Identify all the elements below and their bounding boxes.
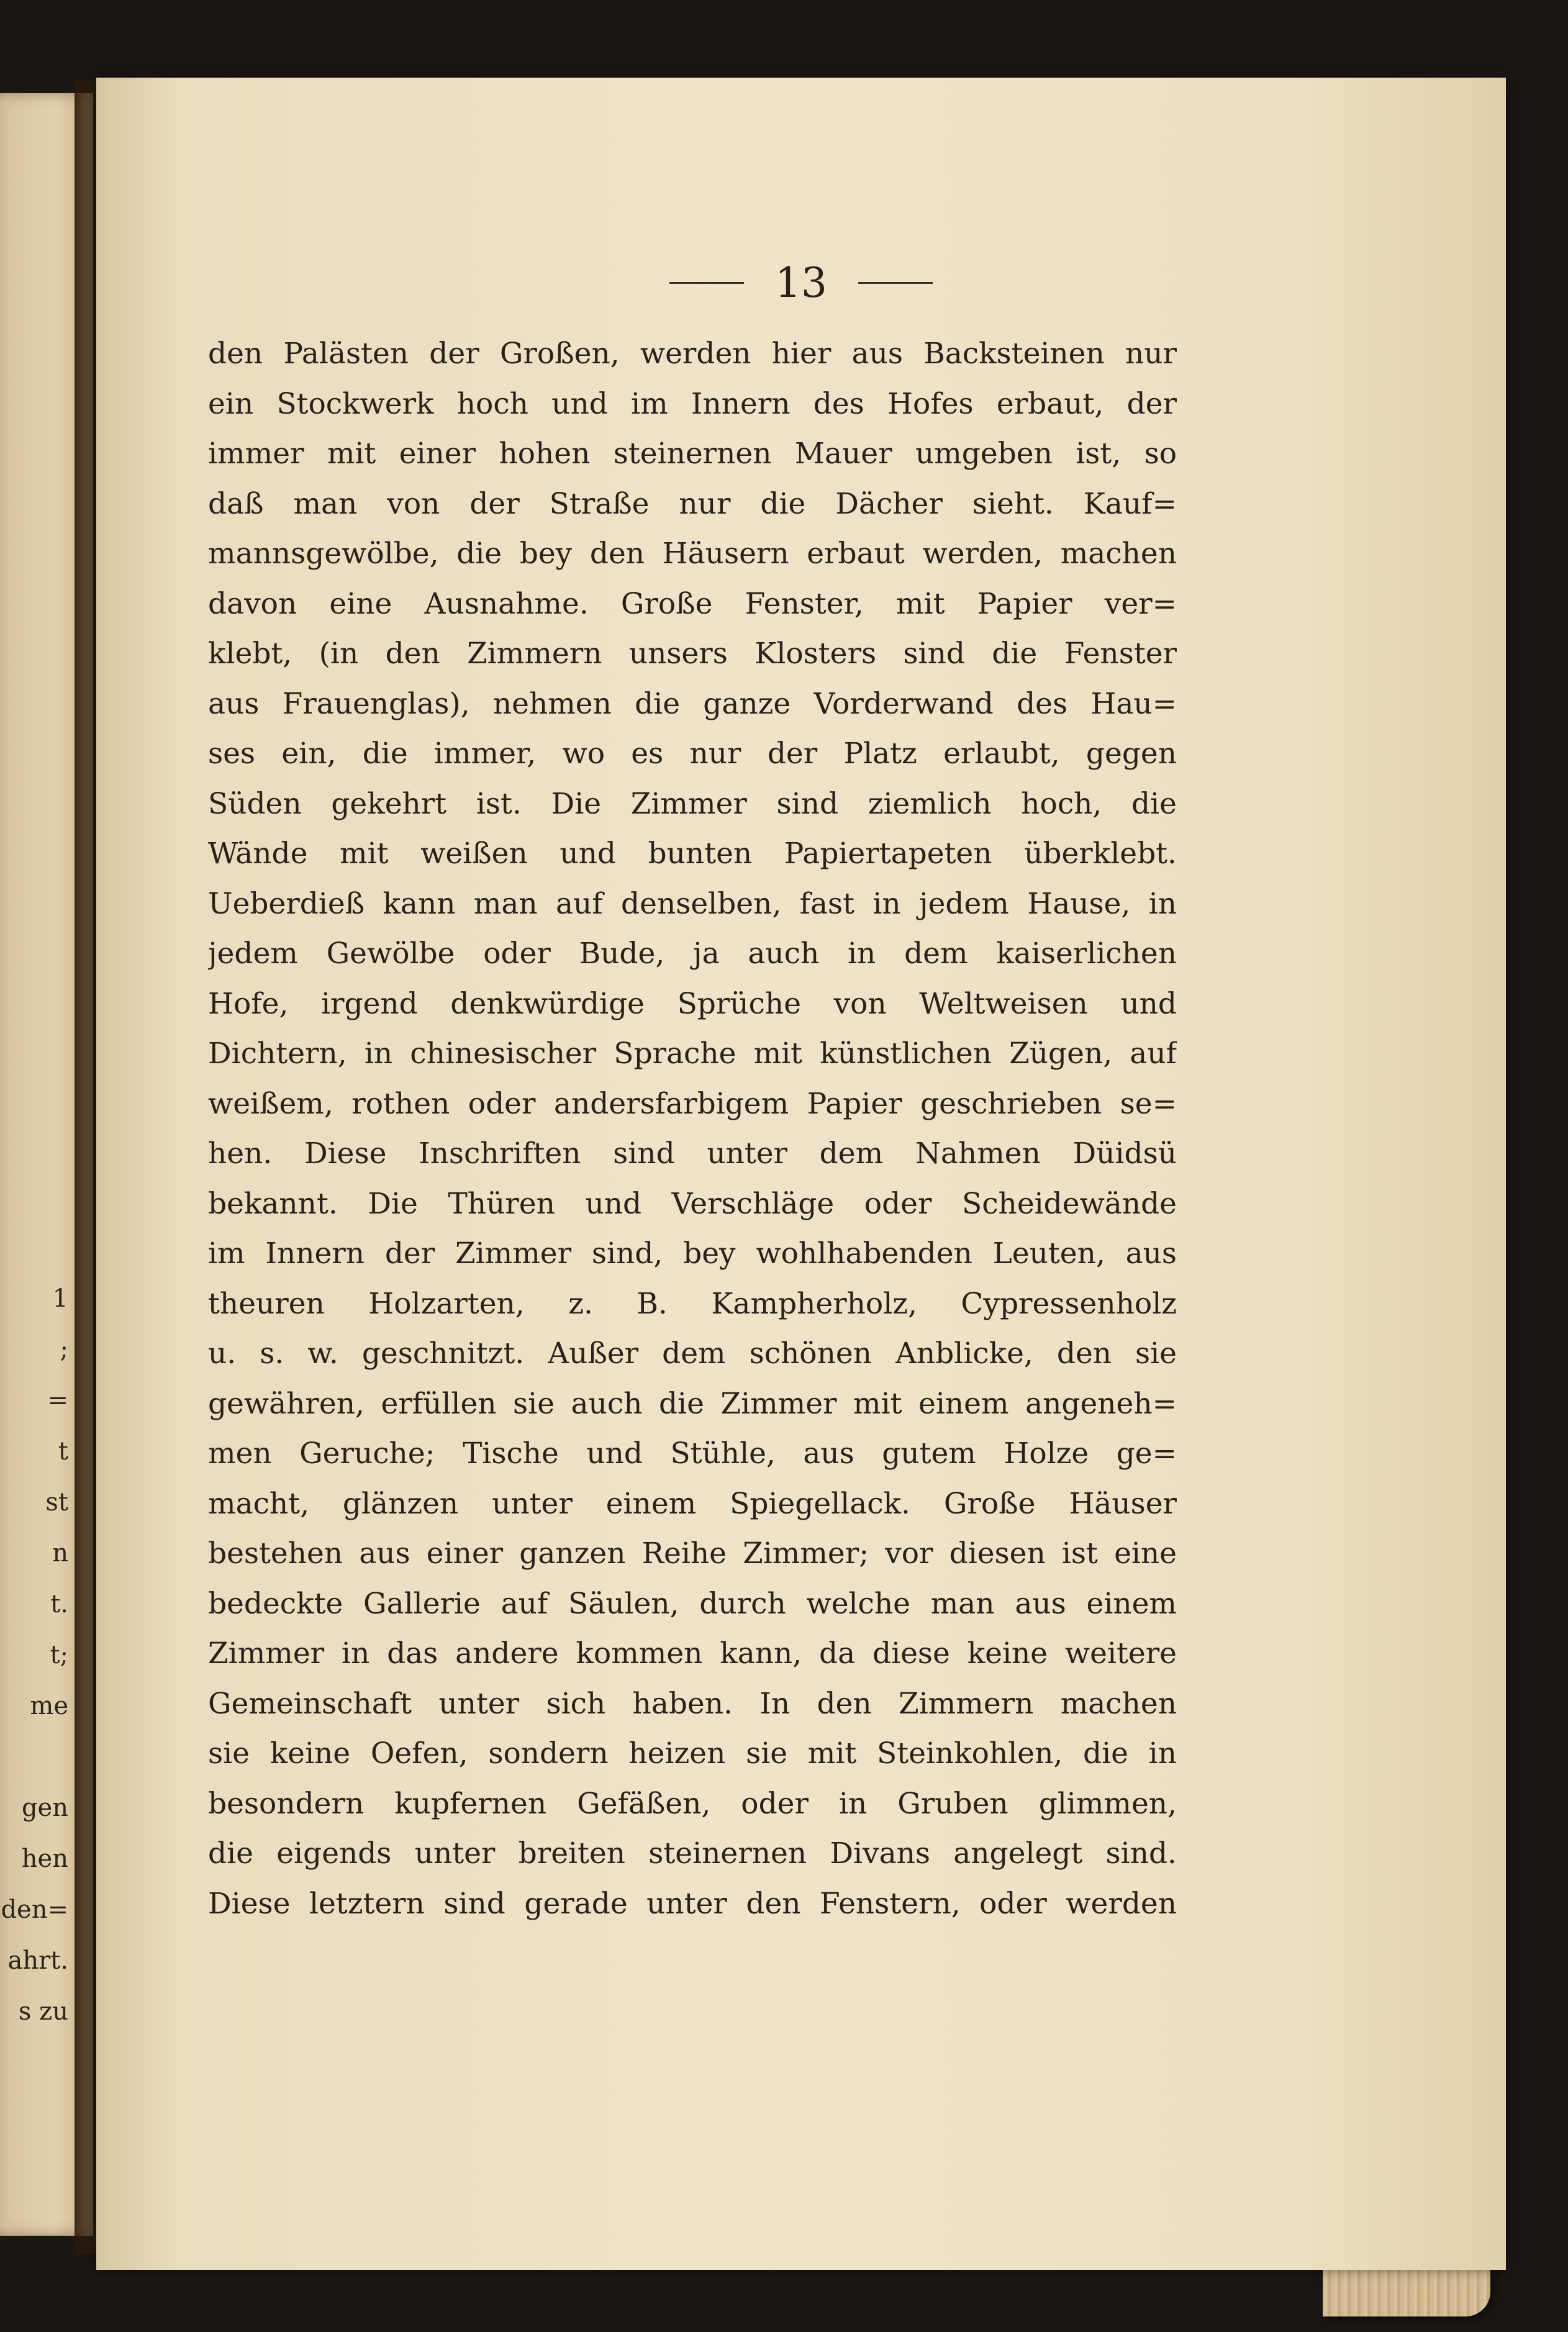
text-line: Dichtern, in chinesischer Sprache mit künstlichen Zügen, auf xyxy=(208,1037,1177,1071)
text-line: Gemeinschaft unter sich haben. In den Zimmern machen xyxy=(208,1686,1177,1721)
facing-line: t xyxy=(58,1437,68,1466)
header-rule-right xyxy=(858,282,933,284)
text-line: theuren Holzarten, z. B. Kampherholz, Cypressenholz xyxy=(208,1286,1177,1321)
page-header xyxy=(96,248,1506,317)
page-body-text xyxy=(208,329,1177,1929)
facing-line: gen xyxy=(21,1794,68,1822)
facing-line: den= xyxy=(1,1895,68,1924)
text-line: bestehen aus einer ganzen Reihe Zimmer; vor diesen ist eine xyxy=(208,1536,1177,1571)
text-line: Ueberdieß kann man auf denselben, fast in jedem Hause, in xyxy=(208,886,1177,921)
text-line: Zimmer in das andere kommen kann, da diese keine weitere xyxy=(208,1636,1177,1671)
facing-line: hen xyxy=(21,1844,68,1873)
text-line: die eigends unter breiten steinernen Divans angelegt sind. xyxy=(208,1836,1177,1871)
facing-line: t. xyxy=(50,1590,68,1618)
text-line: hen. Diese Inschriften sind unter dem Nahmen Düidsü xyxy=(208,1137,1177,1171)
text-line: ses ein, die immer, wo es nur der Platz erlaubt, gegen xyxy=(208,737,1177,771)
page-number: 13 xyxy=(775,258,827,307)
text-line: besondern kupfernen Gefäßen, oder in Gruben glimmen, xyxy=(208,1786,1177,1821)
text-line: bekannt. Die Thüren und Verschläge oder Scheidewände xyxy=(208,1186,1177,1221)
facing-line: = xyxy=(47,1386,68,1415)
text-line: jedem Gewölbe oder Bude, ja auch in dem kaiserlichen xyxy=(208,937,1177,971)
text-line: Hofe, irgend denkwürdige Sprüche von Weltweisen und xyxy=(208,986,1177,1021)
text-line: mannsgewölbe, die bey den Häusern erbaut werden, machen xyxy=(208,537,1177,571)
text-line: ein Stockwerk hoch und im Innern des Hofes erbaut, der xyxy=(208,386,1177,421)
text-line: gewähren, erfüllen sie auch die Zimmer mit einem angeneh= xyxy=(208,1386,1177,1421)
text-line: davon eine Ausnahme. Große Fenster, mit Papier ver= xyxy=(208,586,1177,621)
text-line: sie keine Oefen, sondern heizen sie mit Steinkohlen, die in xyxy=(208,1736,1177,1771)
facing-line: me xyxy=(30,1692,68,1720)
text-line: daß man von der Straße nur die Dächer sieht. Kauf= xyxy=(208,486,1177,521)
text-line: Wände mit weißen und bunten Papiertapeten überklebt. xyxy=(208,837,1177,871)
facing-line: t; xyxy=(50,1641,68,1669)
facing-line: ; xyxy=(60,1335,68,1364)
text-line: weißem, rothen oder andersfarbigem Papier geschrieben se= xyxy=(208,1086,1177,1121)
facing-line: s zu xyxy=(18,1997,68,2026)
book-page xyxy=(96,78,1506,2270)
header-rule-left xyxy=(669,282,744,284)
text-line: macht, glänzen unter einem Spiegellack. Große Häuser xyxy=(208,1486,1177,1521)
text-line: Diese letztern sind gerade unter den Fenstern, oder werden xyxy=(208,1886,1177,1921)
text-line: aus Frauenglas), nehmen die ganze Vorderwand des Hau= xyxy=(208,686,1177,721)
facing-page-text xyxy=(0,1273,68,2037)
facing-line: n xyxy=(52,1539,68,1568)
text-line: klebt, (in den Zimmern unsers Klosters sind die Fenster xyxy=(208,637,1177,671)
text-line: bedeckte Gallerie auf Säulen, durch welche man aus einem xyxy=(208,1586,1177,1621)
text-line: u. s. w. geschnitzt. Außer dem schönen Anblicke, den sie xyxy=(208,1336,1177,1371)
facing-line xyxy=(0,1731,68,1782)
facing-line: st xyxy=(45,1488,68,1517)
facing-line: ahrt. xyxy=(7,1946,68,1975)
text-line: im Innern der Zimmer sind, bey wohlhabenden Leuten, aus xyxy=(208,1236,1177,1271)
text-line: immer mit einer hohen steinernen Mauer umgeben ist, so xyxy=(208,437,1177,471)
text-line: men Geruche; Tische und Stühle, aus gutem Holze ge= xyxy=(208,1436,1177,1471)
text-line: Süden gekehrt ist. Die Zimmer sind ziemlich hoch, die xyxy=(208,786,1177,821)
facing-line: 1 xyxy=(52,1284,68,1313)
text-line: den Palästen der Großen, werden hier aus Backsteinen nur xyxy=(208,337,1177,371)
